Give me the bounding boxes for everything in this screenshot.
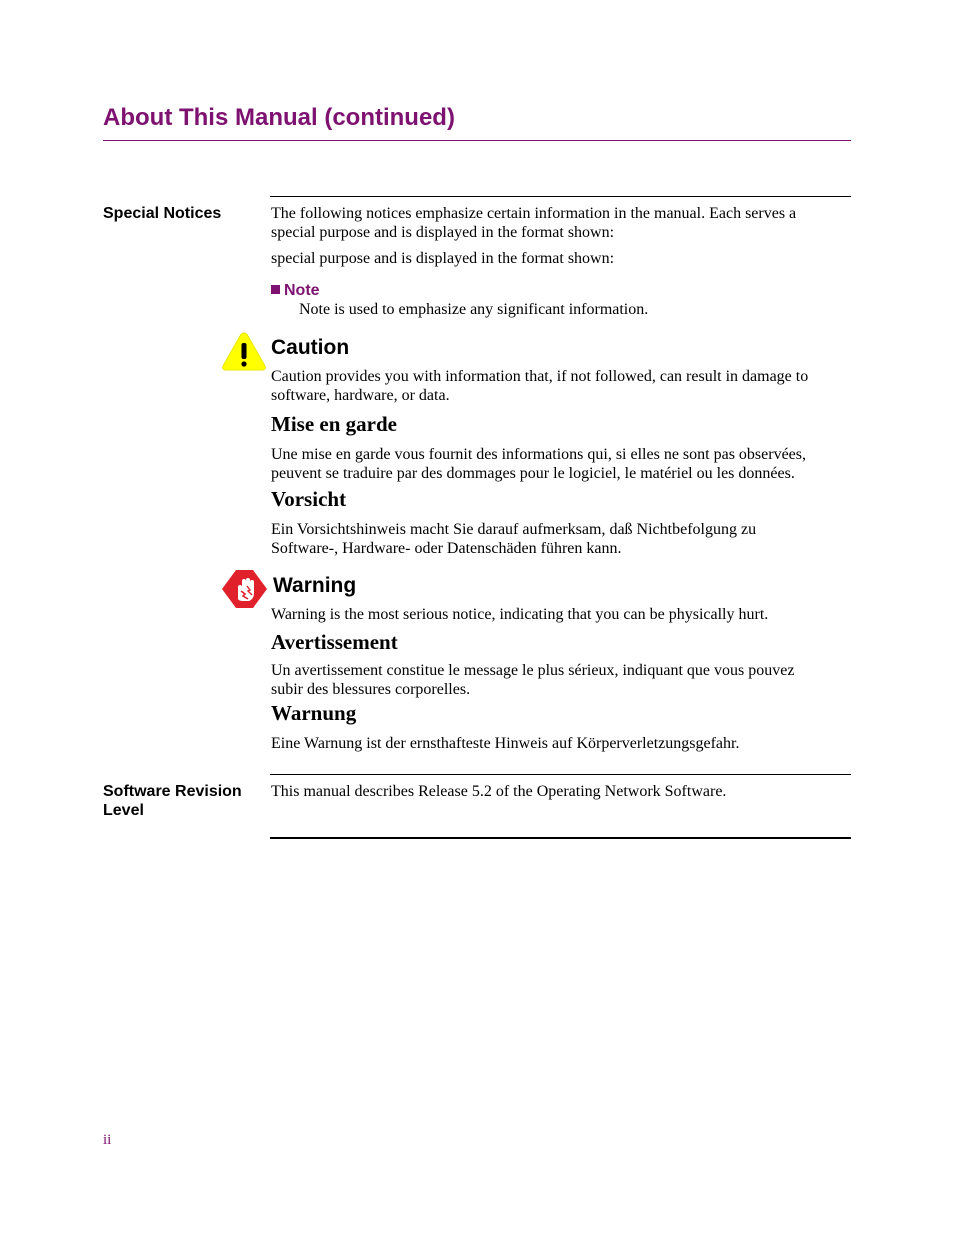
caution-icon bbox=[221, 331, 267, 377]
warnung-text: Eine Warnung ist der ernsthafteste Hinweis auf Körperverletzungsgefahr. bbox=[271, 735, 740, 752]
avertissement-line-1: Un avertissement constitue le message le plus sérieux, indiquant que vous pouvez bbox=[271, 662, 795, 679]
caution-text-line-2: software, hardware, or data. bbox=[271, 387, 450, 404]
page-number: ii bbox=[103, 1132, 112, 1148]
avertissement-line-2: subir des blessures corporelles. bbox=[271, 681, 471, 698]
note-label-text: Note bbox=[284, 282, 320, 299]
intro-repeat-line: special purpose and is displayed in the format shown: bbox=[271, 250, 615, 267]
page-title: About This Manual (continued) bbox=[103, 104, 455, 131]
mise-en-garde-line-2: peuvent se traduire par des dommages pour le logiciel, le matériel ou les données. bbox=[271, 465, 795, 482]
note-label bbox=[271, 282, 320, 300]
title-rule bbox=[103, 140, 851, 141]
intro-line-1: The following notices emphasize certain information in the manual. Each serves a bbox=[271, 205, 797, 222]
caution-text bbox=[271, 367, 851, 405]
warnung-heading: Warnung bbox=[271, 701, 357, 725]
note-square-icon bbox=[271, 285, 280, 294]
note-text: Note is used to emphasize any significant information. bbox=[299, 301, 649, 318]
special-notices-intro bbox=[271, 204, 851, 242]
vorsicht-text bbox=[271, 520, 851, 558]
mise-en-garde-heading: Mise en garde bbox=[271, 412, 397, 436]
software-revision-text: This manual describes Release 5.2 of the Operating Network Software. bbox=[271, 783, 727, 800]
software-revision-heading-line-1: Software Revision bbox=[103, 783, 242, 800]
avertissement-text bbox=[271, 661, 851, 699]
vorsicht-line-2: Software-, Hardware- oder Datenschäden führen kann. bbox=[271, 540, 622, 557]
section-rule-special-notices bbox=[270, 196, 851, 197]
warning-hand-icon bbox=[221, 569, 268, 614]
intro-line-2: special purpose and is displayed in the format shown: bbox=[271, 224, 615, 241]
end-rule bbox=[270, 837, 851, 839]
software-revision-heading bbox=[103, 782, 263, 820]
mise-en-garde-line-1: Une mise en garde vous fournit des informations qui, si elles ne sont pas observées, bbox=[271, 446, 806, 463]
caution-heading: Caution bbox=[271, 336, 350, 359]
warning-heading: Warning bbox=[273, 574, 357, 597]
vorsicht-heading: Vorsicht bbox=[271, 487, 347, 511]
avertissement-heading: Avertissement bbox=[271, 630, 398, 654]
warning-text: Warning is the most serious notice, indicating that you can be physically hurt. bbox=[271, 606, 769, 623]
mise-en-garde-text bbox=[271, 445, 851, 483]
caution-text-line-1: Caution provides you with information that, if not followed, can result in damage to bbox=[271, 368, 809, 385]
special-notices-heading: Special Notices bbox=[103, 205, 222, 222]
vorsicht-line-1: Ein Vorsichtshinweis macht Sie darauf aufmerksam, daß Nichtbefolgung zu bbox=[271, 521, 757, 538]
section-rule-software-revision bbox=[270, 774, 851, 775]
software-revision-heading-line-2: Level bbox=[103, 802, 144, 819]
